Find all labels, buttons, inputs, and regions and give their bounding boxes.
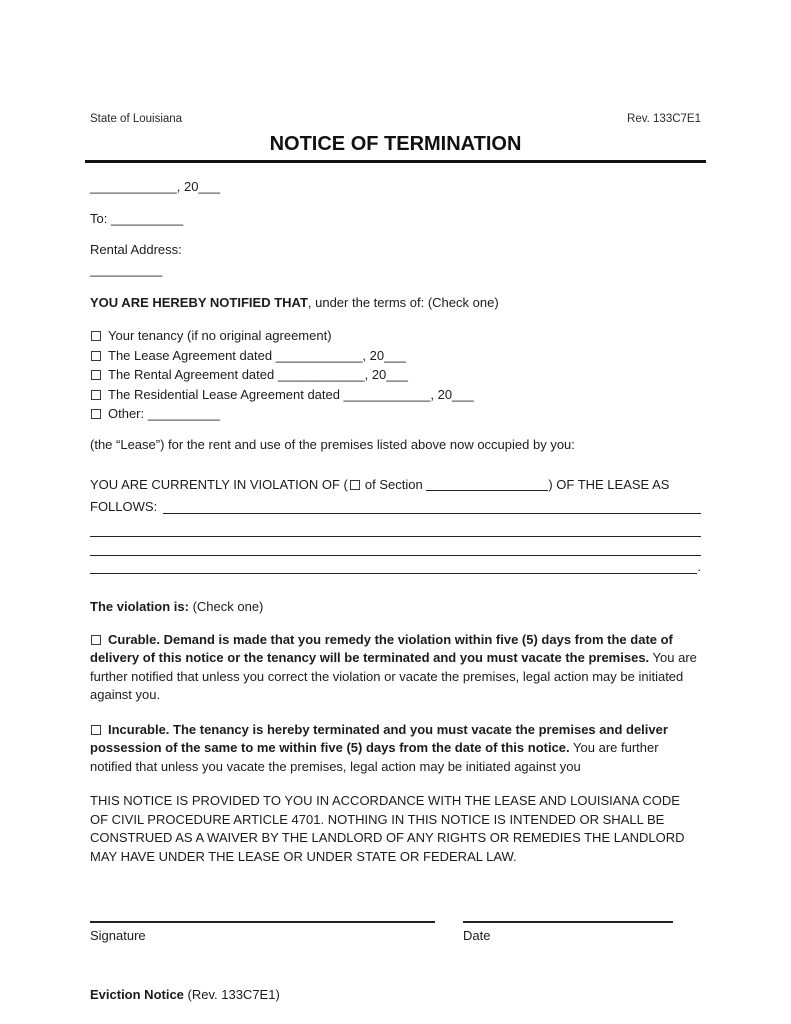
curable-rest-text: You are further notified that unless you correct the violation or vacate the premises, legal action may be initiated against you.	[90, 650, 697, 702]
signature-block	[90, 921, 701, 944]
term-option-label: Other: __________	[108, 406, 221, 421]
section-number-blank[interactable]	[426, 478, 548, 491]
document-footer	[90, 986, 701, 1005]
state-label: State of Louisiana	[90, 113, 183, 125]
violation-description-blank[interactable]	[90, 518, 701, 537]
term-option-checkbox[interactable]	[91, 351, 101, 361]
violation-is-line	[90, 598, 701, 617]
violation-intro-text: YOU ARE CURRENTLY IN VIOLATION OF (	[90, 477, 348, 492]
trailing-period: .	[697, 559, 701, 574]
violation-is-bold: The violation is:	[90, 599, 189, 614]
term-option-checkbox[interactable]	[91, 370, 101, 380]
term-option-label: The Rental Agreement dated ____________, 20___	[108, 367, 408, 382]
date-field	[463, 921, 673, 944]
signature-gap	[435, 921, 463, 944]
date-label: Date	[463, 928, 491, 943]
term-option-row	[90, 365, 701, 385]
term-option-row	[90, 385, 701, 405]
incurable-bold-text: Incurable. The tenancy is hereby terminated and you must vacate the premises and deliver possession of the same to me within five (5) days from the date of this notice.	[90, 721, 668, 755]
term-option-label: The Lease Agreement dated ____________, 20___	[108, 347, 406, 363]
term-option-label: Your tenancy (if no original agreement)	[108, 328, 332, 343]
document-header	[90, 113, 701, 126]
notified-bold-text: YOU ARE HEREBY NOTIFIED THAT	[90, 294, 308, 310]
signature-label: Signature	[90, 928, 146, 943]
term-option-checkbox[interactable]	[91, 331, 101, 341]
section-checkbox[interactable]	[350, 480, 360, 490]
term-option-row	[90, 326, 701, 346]
violation-after-blank-text: ) OF THE LEASE AS	[548, 477, 670, 492]
date-line[interactable]	[463, 921, 673, 923]
incurable-paragraph	[90, 721, 701, 777]
violation-description-blank[interactable]	[163, 496, 701, 514]
legal-notice-paragraph: THIS NOTICE IS PROVIDED TO YOU IN ACCORDANCE WITH THE LEASE AND LOUISIANA CODE OF CIVIL PROCEDURE ARTICLE 4701. NOTHING IN THIS NOTICE IS INTENDED OR SHALL BE CONSTRUED AS A WAIVER BY THE LANDLORD OF ANY RIGHTS OR REMEDIES THE LANDLORD MAY HAVE UNDER THE LEASE OR UNDER STATE OR FEDERAL LAW.	[90, 793, 685, 864]
signature-field	[90, 921, 435, 944]
term-option-label: The Residential Lease Agreement dated ____________, 20___	[108, 386, 474, 402]
incurable-checkbox[interactable]	[91, 725, 101, 735]
to-blank[interactable]: __________	[110, 210, 184, 226]
of-section-label: of Section	[364, 477, 423, 492]
term-option-row	[90, 404, 701, 424]
rental-address-label: Rental Address:	[90, 242, 182, 257]
term-option-checkbox[interactable]	[91, 409, 101, 419]
term-option-checkbox[interactable]	[91, 390, 101, 400]
violation-is-rest: (Check one)	[188, 599, 264, 614]
violation-description-blank-last	[90, 556, 701, 574]
rental-address-blank[interactable]: __________	[90, 261, 163, 277]
follows-label: FOLLOWS:	[90, 499, 158, 514]
to-label: To:	[90, 210, 108, 226]
violation-description-blank[interactable]	[90, 556, 697, 574]
curable-checkbox[interactable]	[91, 635, 101, 645]
title-rule	[85, 160, 706, 163]
violation-intro-line	[90, 474, 701, 496]
violation-description-blank[interactable]	[90, 537, 701, 556]
page-title: NOTICE OF TERMINATION	[269, 133, 522, 155]
signature-line[interactable]	[90, 921, 435, 923]
incurable-rest-text: You are further notified that unless you vacate the premises, legal action may be initiated against you	[90, 740, 659, 774]
notified-rest-text: , under the terms of: (Check one)	[307, 294, 499, 310]
curable-paragraph	[90, 631, 701, 705]
footer-rest-text: (Rev. 133C7E1)	[183, 987, 280, 1002]
revision-label: Rev. 133C7E1	[627, 113, 701, 125]
termination-options-list	[90, 326, 701, 424]
to-line	[90, 210, 701, 229]
footer-bold-text: Eviction Notice	[90, 987, 184, 1002]
lease-clause-text: (the “Lease”) for the rent and use of the premises listed above now occupied by you:	[90, 436, 575, 452]
date-blank-line[interactable]: ____________, 20___	[90, 179, 221, 194]
term-option-row	[90, 346, 701, 366]
curable-bold-text: Curable. Demand is made that you remedy the violation within five (5) days from the date of delivery of this notice or the tenancy will be terminated and you must vacate the premises.	[90, 631, 673, 665]
notified-statement	[90, 294, 701, 313]
violation-follows-line	[90, 496, 701, 518]
violation-section	[90, 474, 701, 574]
